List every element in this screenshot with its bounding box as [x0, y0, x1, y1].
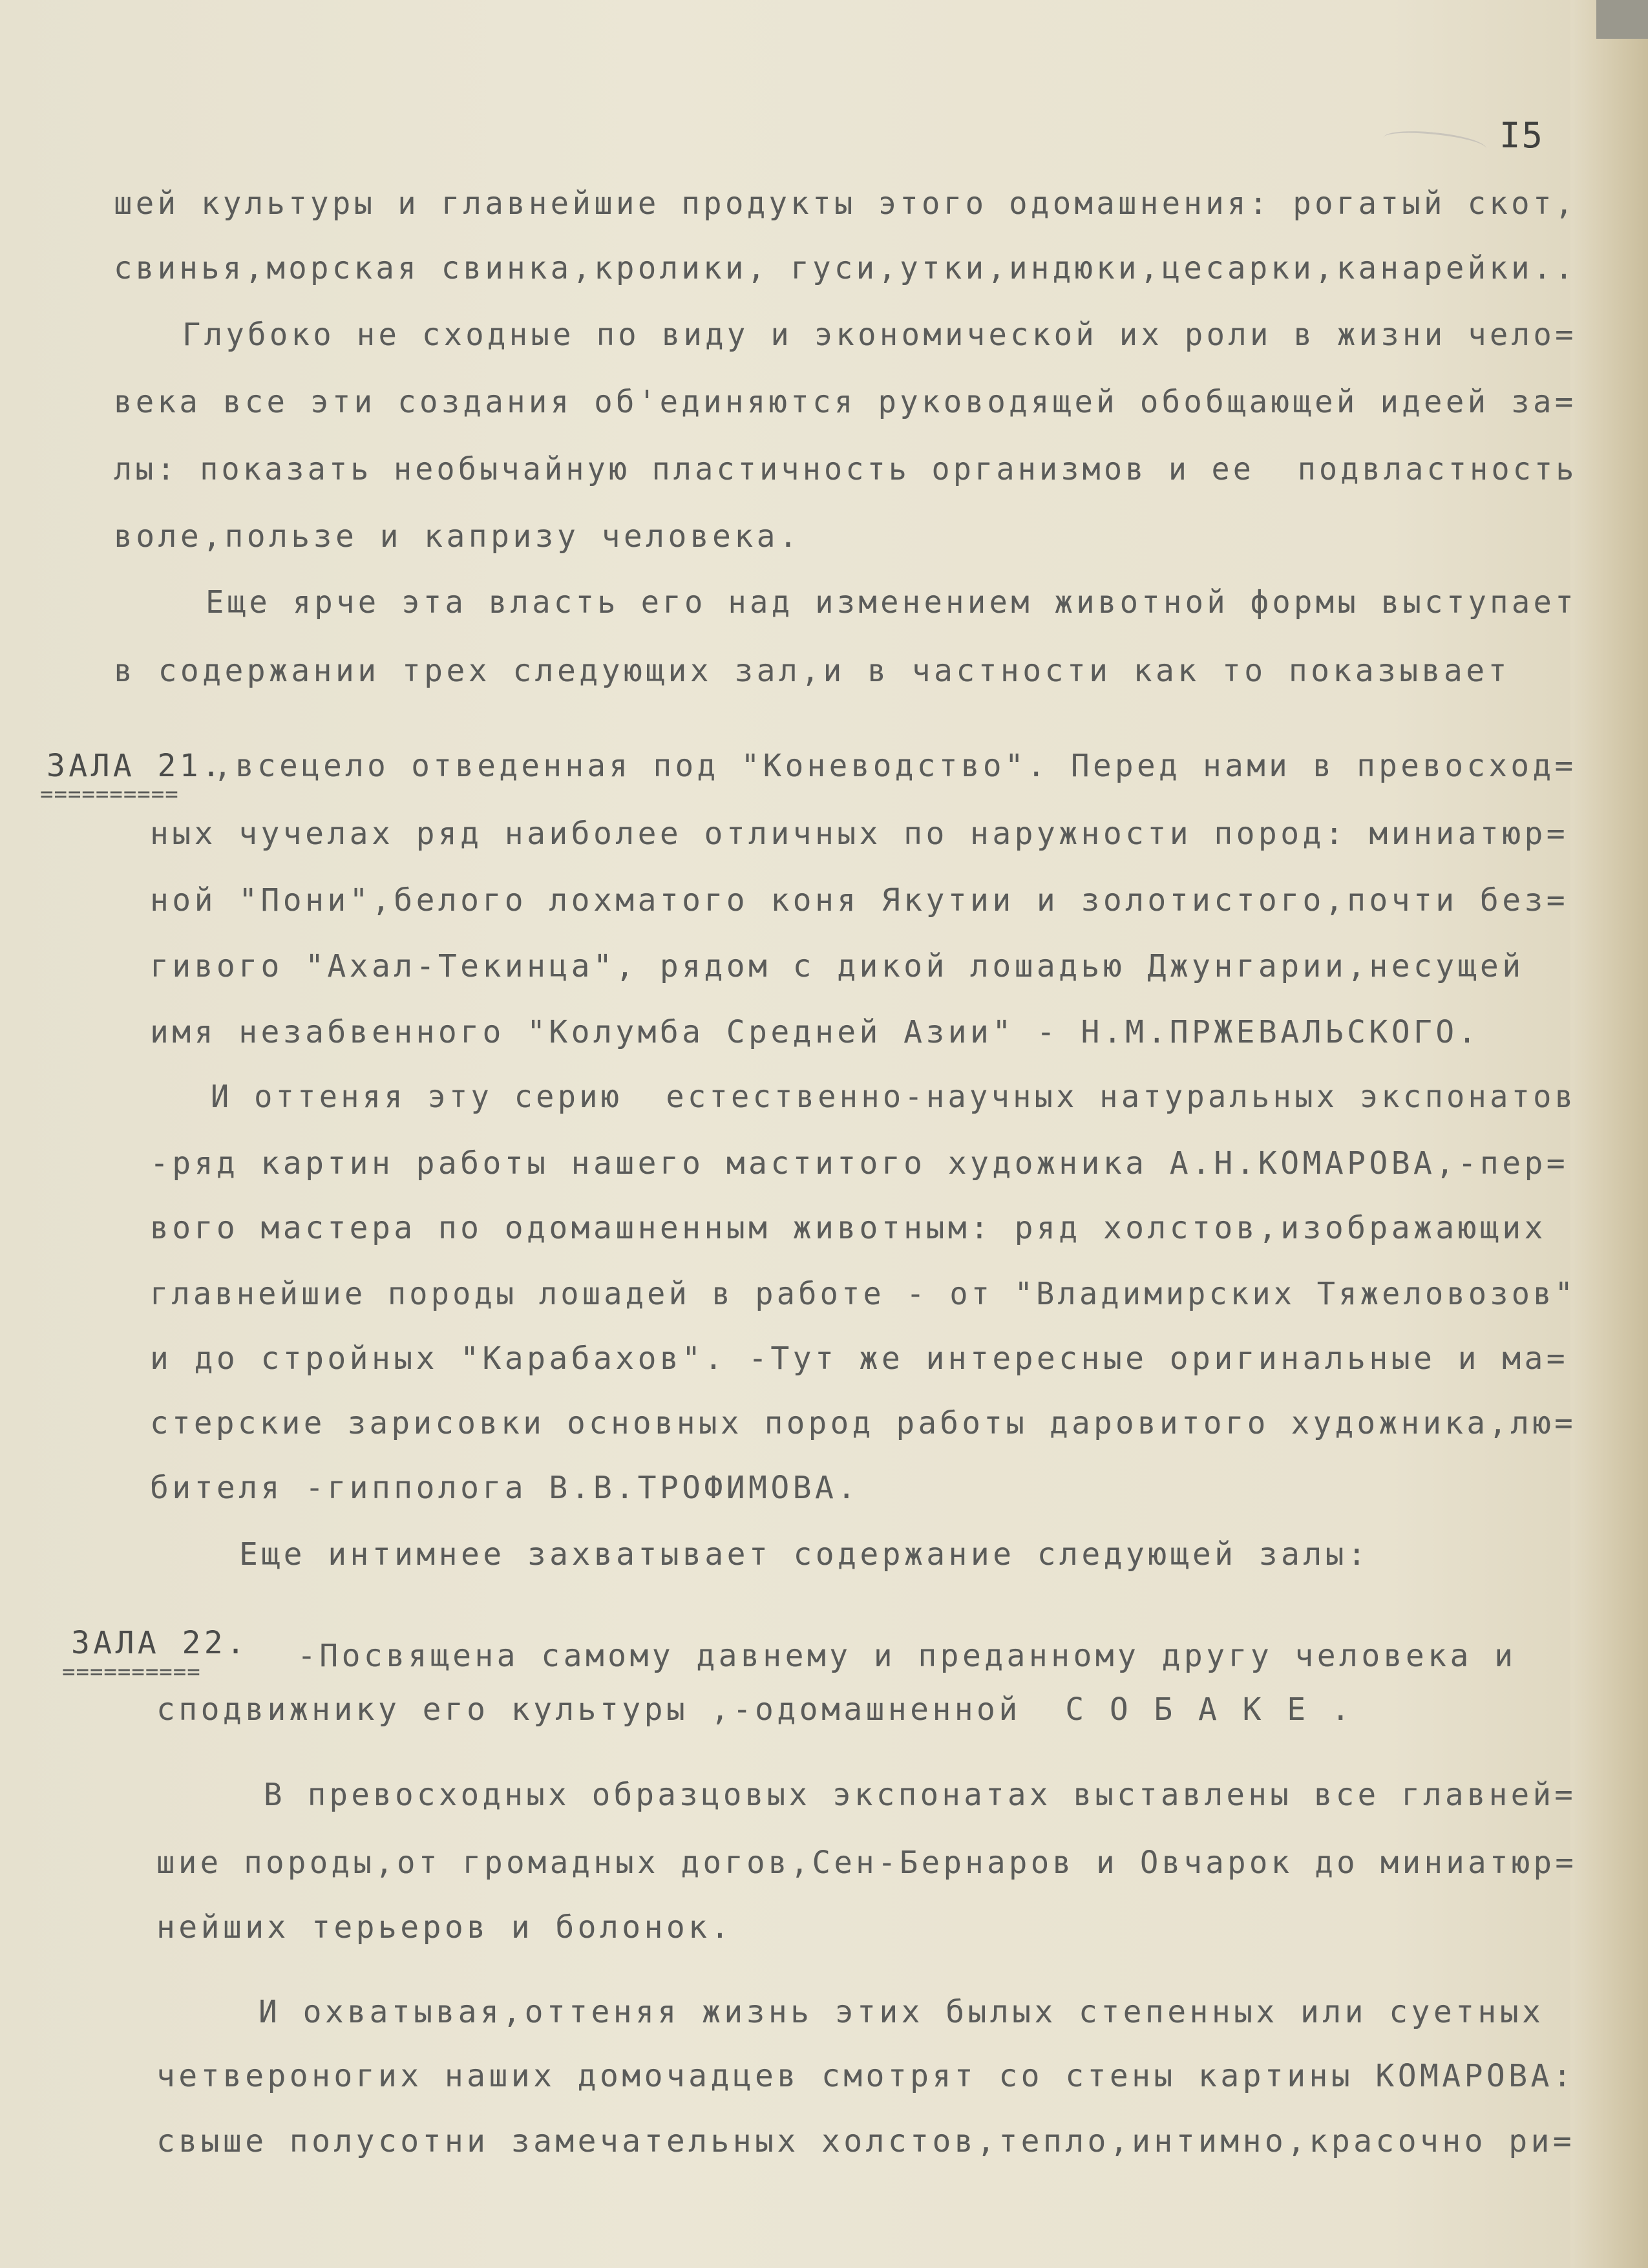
text-line-10: ных чучелах ряд наиболее отличных по наружности пород: миниатюр= [150, 816, 1569, 852]
background-corner [1596, 0, 1648, 39]
text-line-28: четвероногих наших домочадцев смотрят со стены картины КОМАРОВА: [156, 2058, 1576, 2094]
text-line-15: -ряд картин работы нашего маститого художника А.Н.КОМАРОВА,-пер= [150, 1145, 1569, 1182]
text-line-20: бителя -гипполога В.В.ТРОФИМОВА. [150, 1470, 860, 1506]
text-line-21: Еще интимнее захватывает содержание следующей залы: [239, 1536, 1370, 1573]
text-line-6: воле,пользе и капризу человека. [114, 518, 801, 555]
text-line-24: В превосходных образцовых экспонатах выставлены все главней= [264, 1777, 1577, 1813]
text-line-3: Глубоко не сходные по виду и экономической их роли в жизни чело= [182, 317, 1577, 353]
text-line-25: шие породы,от громадных догов,Сен-Бернаров и Овчарок до миниатюр= [156, 1845, 1578, 1881]
text-line-7: Еще ярче эта власть его над изменением животной формы выступает [206, 584, 1577, 620]
text-line-1: шей культуры и главнейшие продукты этого одомашнения: рогатый скот, [114, 185, 1577, 222]
text-line-23: сподвижнику его культуры ,-одомашненной С О Б А К Е . [156, 1691, 1354, 1728]
hall-21-label: ЗАЛА 21. [47, 748, 224, 784]
text-line-11: ной "Пони",белого лохматого коня Якутии и золотистого,почти без= [150, 882, 1569, 918]
text-line-16: вого мастера по одомашненным животным: ряд холстов,изображающих [150, 1210, 1547, 1246]
page-number: I5 [1499, 115, 1545, 156]
hall-22-label: ЗАЛА 22. [71, 1625, 249, 1661]
hall-21-underline: ========== [40, 781, 179, 807]
text-line-2: свинья,морская свинка,кролики, гуси,утки,индюки,цесарки,канарейки.. [114, 250, 1577, 286]
text-line-9: ,всецело отведенная под "Коневодство". Перед нами в превосход= [213, 748, 1577, 784]
text-line-18: и до стройных "Карабахов". -Тут же интересные оригинальные и ма= [150, 1341, 1569, 1377]
text-line-17: главнейшие породы лошадей в работе - от "Владимирских Тяжеловозов" [150, 1276, 1577, 1312]
text-line-27: И охватывая,оттеняя жизнь этих былых степенных или суетных [259, 1994, 1545, 2030]
text-line-4: века все эти создания об'единяются руководящей обобщающей идеей за= [114, 384, 1577, 420]
text-line-13: имя незабвенного "Колумба Средней Азии" - Н.М.ПРЖЕВАЛЬСКОГО. [150, 1014, 1480, 1050]
text-line-8: в содержании трех следующих зал,и в частности как то показывает [114, 653, 1510, 689]
hall-22-underline: ========== [62, 1659, 201, 1685]
text-line-26: нейших терьеров и болонок. [156, 1909, 733, 1945]
paper-edge [1570, 0, 1648, 2268]
text-line-14: И оттеняя эту серию естественно-научных натуральных экспонатов [211, 1079, 1577, 1115]
text-line-5: лы: показать необычайную пластичность организмов и ее подвластность [114, 451, 1578, 487]
text-line-12: гивого "Ахал-Текинца", рядом с дикой лошадью Джунгарии,несущей [150, 948, 1525, 984]
text-line-19: стерские зарисовки основных пород работы даровитого художника,лю= [150, 1405, 1577, 1441]
text-line-29: свыше полусотни замечательных холстов,тепло,интимно,красочно ри= [156, 2123, 1576, 2159]
text-line-22: -Посвящена самому давнему и преданному другу человека и [297, 1638, 1517, 1674]
